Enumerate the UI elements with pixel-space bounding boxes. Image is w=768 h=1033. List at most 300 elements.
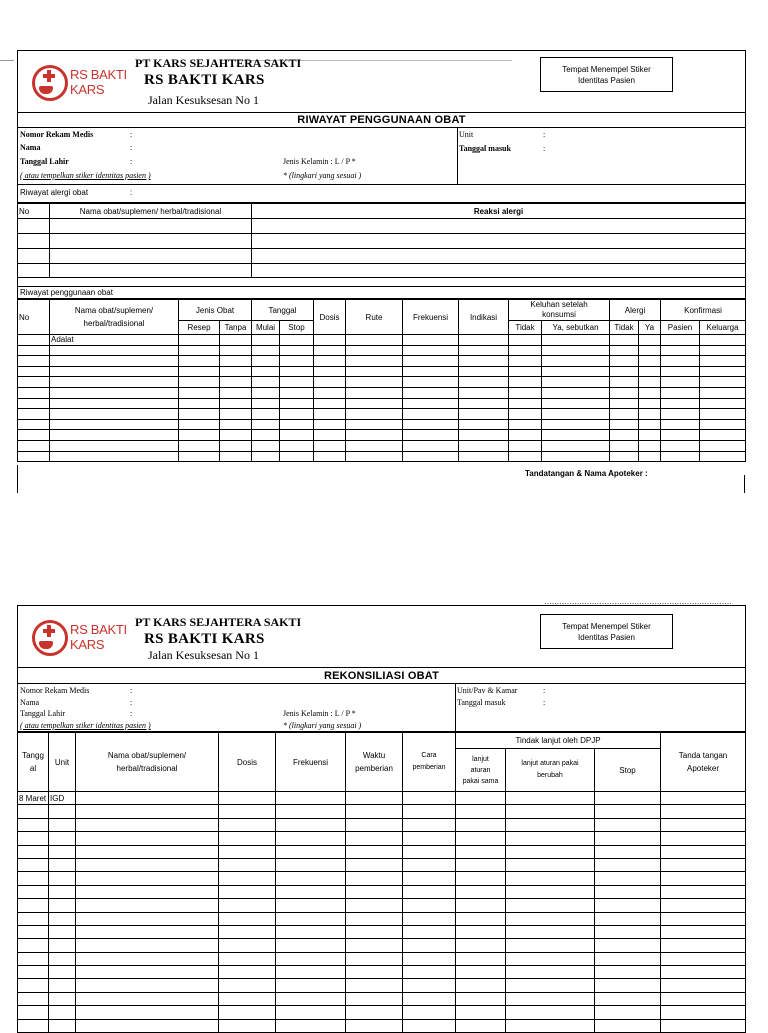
table-cell[interactable] [661, 939, 746, 952]
table-cell[interactable] [346, 356, 403, 367]
table-cell[interactable] [661, 1019, 746, 1032]
table-cell[interactable] [18, 1019, 49, 1032]
table-cell[interactable] [403, 1006, 456, 1019]
table-cell[interactable] [276, 792, 346, 805]
table-cell[interactable] [76, 899, 219, 912]
table-cell[interactable] [252, 451, 280, 462]
table-cell[interactable] [459, 398, 509, 409]
table-cell[interactable] [76, 979, 219, 992]
table-row[interactable] [18, 409, 746, 420]
table-cell[interactable] [403, 419, 459, 430]
table-cell[interactable] [456, 966, 506, 979]
table-cell[interactable] [459, 419, 509, 430]
table-cell[interactable] [610, 409, 639, 420]
table-cell[interactable] [179, 377, 220, 388]
table-cell[interactable] [276, 992, 346, 1005]
table-cell[interactable] [403, 387, 459, 398]
table-cell[interactable] [179, 387, 220, 398]
table-cell[interactable] [610, 335, 639, 346]
table-cell[interactable] [542, 356, 610, 367]
table-cell[interactable] [49, 1019, 76, 1032]
table-cell[interactable] [506, 885, 595, 898]
table-cell[interactable] [661, 398, 700, 409]
table-cell[interactable] [403, 966, 456, 979]
table-cell[interactable] [595, 912, 661, 925]
table-cell[interactable] [314, 409, 346, 420]
table-cell[interactable] [220, 345, 252, 356]
table-cell[interactable] [661, 366, 700, 377]
table-cell[interactable] [49, 925, 76, 938]
table-cell[interactable] [219, 858, 276, 871]
table-cell[interactable] [595, 1006, 661, 1019]
table-cell[interactable] [18, 925, 49, 938]
table-cell[interactable] [403, 451, 459, 462]
table-cell[interactable] [509, 366, 542, 377]
table-cell[interactable] [700, 440, 746, 451]
table-cell[interactable] [280, 345, 314, 356]
table-cell[interactable] [509, 409, 542, 420]
table-cell[interactable] [661, 335, 700, 346]
table-cell[interactable] [403, 377, 459, 388]
table-cell[interactable] [700, 430, 746, 441]
table-cell[interactable] [76, 1006, 219, 1019]
table-cell[interactable] [506, 792, 595, 805]
table-cell[interactable] [610, 440, 639, 451]
table-cell[interactable] [459, 345, 509, 356]
table-cell[interactable] [610, 398, 639, 409]
table-row[interactable] [18, 264, 746, 278]
table-cell[interactable] [595, 925, 661, 938]
table-cell[interactable] [506, 952, 595, 965]
table-cell[interactable] [346, 409, 403, 420]
table-cell[interactable] [18, 858, 49, 871]
table-cell[interactable] [18, 366, 50, 377]
table-cell[interactable] [76, 872, 219, 885]
table-cell[interactable] [459, 440, 509, 451]
table-row[interactable] [18, 832, 746, 845]
table-row[interactable] [18, 451, 746, 462]
table-cell[interactable] [314, 377, 346, 388]
table-cell[interactable] [595, 939, 661, 952]
table-cell[interactable] [595, 858, 661, 871]
table-cell[interactable] [542, 387, 610, 398]
table-cell[interactable] [179, 335, 220, 346]
table-cell[interactable] [76, 805, 219, 818]
table-cell[interactable] [49, 885, 76, 898]
table-cell[interactable] [661, 409, 700, 420]
table-cell[interactable] [276, 858, 346, 871]
table-cell[interactable] [456, 952, 506, 965]
table-cell[interactable] [661, 430, 700, 441]
table-cell[interactable] [219, 805, 276, 818]
table-cell[interactable] [595, 952, 661, 965]
table-cell[interactable] [280, 430, 314, 441]
table-cell[interactable] [18, 832, 49, 845]
table-cell[interactable] [661, 377, 700, 388]
table-cell[interactable] [403, 979, 456, 992]
table-cell[interactable] [403, 366, 459, 377]
table-cell[interactable] [220, 398, 252, 409]
table-cell[interactable] [219, 845, 276, 858]
table-cell[interactable] [456, 925, 506, 938]
table-cell[interactable] [314, 451, 346, 462]
table-cell[interactable] [506, 939, 595, 952]
table-cell[interactable] [595, 885, 661, 898]
table-cell[interactable] [220, 356, 252, 367]
table-cell[interactable] [700, 398, 746, 409]
table-cell[interactable] [179, 419, 220, 430]
table-cell[interactable] [595, 872, 661, 885]
table-cell[interactable] [220, 430, 252, 441]
table-row[interactable] [18, 899, 746, 912]
table-cell[interactable] [49, 952, 76, 965]
table-cell[interactable] [456, 845, 506, 858]
table-cell[interactable] [219, 899, 276, 912]
table-cell[interactable] [252, 366, 280, 377]
table-cell[interactable] [346, 992, 403, 1005]
table-row[interactable] [18, 872, 746, 885]
table-cell[interactable] [50, 409, 179, 420]
table-cell[interactable] [50, 398, 179, 409]
table-cell[interactable] [346, 387, 403, 398]
table-cell[interactable] [276, 939, 346, 952]
table-cell[interactable] [179, 409, 220, 420]
table-cell[interactable] [346, 966, 403, 979]
table-cell[interactable] [542, 345, 610, 356]
table-cell[interactable] [542, 335, 610, 346]
table-cell[interactable] [459, 387, 509, 398]
table-cell[interactable] [595, 832, 661, 845]
table-row[interactable] [18, 805, 746, 818]
table-cell[interactable] [610, 387, 639, 398]
table-cell[interactable] [252, 398, 280, 409]
table-cell[interactable] [346, 440, 403, 451]
table-cell[interactable] [456, 912, 506, 925]
table-cell[interactable] [661, 419, 700, 430]
table-cell[interactable] [18, 1006, 49, 1019]
table-cell[interactable] [700, 409, 746, 420]
table-cell[interactable] [18, 979, 49, 992]
table-cell[interactable] [506, 1019, 595, 1032]
table-cell[interactable] [76, 885, 219, 898]
table-cell[interactable] [276, 805, 346, 818]
table-row[interactable] [18, 792, 746, 805]
table-cell[interactable] [252, 440, 280, 451]
table-cell[interactable] [506, 832, 595, 845]
table-cell[interactable] [509, 451, 542, 462]
table-cell[interactable] [50, 419, 179, 430]
table-cell[interactable] [276, 872, 346, 885]
table-cell[interactable] [76, 992, 219, 1005]
table-cell[interactable] [610, 451, 639, 462]
table-cell[interactable] [542, 451, 610, 462]
table-cell[interactable] [346, 345, 403, 356]
table-row[interactable] [18, 398, 746, 409]
table-cell[interactable] [346, 451, 403, 462]
table-row[interactable] [18, 440, 746, 451]
table-cell[interactable] [50, 430, 179, 441]
table-cell[interactable] [661, 872, 746, 885]
table-cell[interactable] [700, 356, 746, 367]
table-cell[interactable] [50, 377, 179, 388]
table-cell[interactable] [610, 430, 639, 441]
table-cell[interactable] [506, 899, 595, 912]
table-row[interactable] [18, 979, 746, 992]
table-cell[interactable] [18, 818, 49, 831]
table-cell[interactable] [18, 966, 49, 979]
table-cell[interactable] [76, 966, 219, 979]
table-cell[interactable] [661, 1006, 746, 1019]
table-cell[interactable] [639, 335, 661, 346]
table-cell[interactable] [220, 451, 252, 462]
table-cell[interactable] [456, 872, 506, 885]
table-cell[interactable] [639, 440, 661, 451]
table-cell[interactable] [219, 925, 276, 938]
table-row[interactable] [18, 939, 746, 952]
table-cell[interactable] [509, 387, 542, 398]
table-cell[interactable] [18, 451, 50, 462]
table-cell[interactable] [76, 818, 219, 831]
table-cell[interactable] [49, 845, 76, 858]
table-cell[interactable] [595, 805, 661, 818]
table-cell[interactable] [314, 345, 346, 356]
table-cell[interactable] [639, 345, 661, 356]
table-cell[interactable] [639, 387, 661, 398]
table-cell[interactable] [639, 451, 661, 462]
table-cell[interactable] [220, 419, 252, 430]
table-cell[interactable] [252, 356, 280, 367]
table-cell[interactable] [700, 451, 746, 462]
table-cell[interactable] [661, 885, 746, 898]
table-cell[interactable] [276, 899, 346, 912]
table-cell[interactable] [403, 858, 456, 871]
table-cell[interactable] [346, 805, 403, 818]
table-cell[interactable] [661, 858, 746, 871]
table-cell[interactable] [700, 387, 746, 398]
table-cell[interactable] [456, 939, 506, 952]
table-cell[interactable] [542, 440, 610, 451]
table-cell[interactable] [506, 966, 595, 979]
table-cell[interactable] [595, 792, 661, 805]
table-row[interactable] [18, 818, 746, 831]
table-cell[interactable] [18, 899, 49, 912]
table-cell[interactable] [506, 992, 595, 1005]
table-cell[interactable] [661, 451, 700, 462]
table-cell[interactable] [18, 387, 50, 398]
table-cell[interactable] [220, 387, 252, 398]
table-cell[interactable] [346, 1006, 403, 1019]
table-row[interactable] [18, 356, 746, 367]
table-cell[interactable] [459, 451, 509, 462]
table-cell[interactable] [700, 345, 746, 356]
table-row[interactable] [18, 925, 746, 938]
table-cell[interactable] [18, 952, 49, 965]
drug-name-cell[interactable]: Adalat [50, 335, 179, 346]
table-cell[interactable] [403, 398, 459, 409]
table-cell[interactable] [506, 979, 595, 992]
table-cell[interactable] [179, 345, 220, 356]
table-cell[interactable] [18, 939, 49, 952]
table-row[interactable] [18, 885, 746, 898]
table-cell[interactable] [509, 335, 542, 346]
table-cell[interactable] [542, 409, 610, 420]
table-cell[interactable] [276, 832, 346, 845]
table-cell[interactable] [542, 366, 610, 377]
table-row[interactable] [18, 912, 746, 925]
table-cell[interactable] [76, 939, 219, 952]
table-cell[interactable] [76, 912, 219, 925]
table-cell[interactable] [403, 1019, 456, 1032]
table-row[interactable] [18, 234, 746, 249]
table-cell[interactable] [346, 335, 403, 346]
table-cell[interactable] [18, 377, 50, 388]
table-cell[interactable] [219, 832, 276, 845]
table-cell[interactable] [639, 377, 661, 388]
table-cell[interactable] [595, 845, 661, 858]
table-cell[interactable] [18, 992, 49, 1005]
table-cell[interactable] [456, 818, 506, 831]
table-cell[interactable] [506, 818, 595, 831]
table-cell[interactable] [661, 912, 746, 925]
table-row[interactable] [18, 952, 746, 965]
table-cell[interactable] [506, 872, 595, 885]
table-cell[interactable] [456, 979, 506, 992]
table-cell[interactable] [403, 845, 456, 858]
table-cell[interactable] [346, 832, 403, 845]
table-cell[interactable] [661, 440, 700, 451]
table-cell[interactable] [18, 345, 50, 356]
table-cell[interactable] [403, 952, 456, 965]
table-cell[interactable] [220, 335, 252, 346]
table-row[interactable] [18, 345, 746, 356]
table-cell[interactable] [179, 440, 220, 451]
table-cell[interactable] [661, 387, 700, 398]
table-cell[interactable] [403, 912, 456, 925]
table-cell[interactable] [346, 818, 403, 831]
table-cell[interactable] [219, 872, 276, 885]
table-row[interactable] [18, 1019, 746, 1032]
table-cell[interactable] [661, 899, 746, 912]
table-cell[interactable] [639, 398, 661, 409]
table-cell[interactable] [610, 377, 639, 388]
table-cell[interactable] [219, 912, 276, 925]
table-cell[interactable] [252, 335, 280, 346]
table-cell[interactable] [509, 440, 542, 451]
table-cell[interactable] [595, 1019, 661, 1032]
table-cell[interactable] [276, 979, 346, 992]
table-cell[interactable] [49, 818, 76, 831]
table-cell[interactable] [403, 345, 459, 356]
table-cell[interactable] [219, 1019, 276, 1032]
table-cell[interactable] [18, 845, 49, 858]
table-cell[interactable] [314, 430, 346, 441]
table-cell[interactable] [314, 356, 346, 367]
table-cell[interactable] [456, 1006, 506, 1019]
table-cell[interactable] [459, 377, 509, 388]
table-cell[interactable] [314, 398, 346, 409]
table-cell[interactable] [542, 398, 610, 409]
table-cell[interactable] [219, 979, 276, 992]
table-cell[interactable] [403, 992, 456, 1005]
table-cell[interactable] [700, 377, 746, 388]
table-row[interactable] [18, 387, 746, 398]
table-cell[interactable] [50, 345, 179, 356]
table-cell[interactable] [403, 925, 456, 938]
table-cell[interactable] [403, 430, 459, 441]
table-cell[interactable] [49, 1006, 76, 1019]
table-cell[interactable] [219, 992, 276, 1005]
table-cell[interactable] [456, 992, 506, 1005]
table-cell[interactable] [18, 885, 49, 898]
table-cell[interactable] [509, 345, 542, 356]
table-cell[interactable] [509, 419, 542, 430]
table-cell[interactable] [661, 966, 746, 979]
table-cell[interactable] [314, 335, 346, 346]
table-cell[interactable] [18, 805, 49, 818]
table-cell[interactable] [76, 925, 219, 938]
table-cell[interactable] [595, 979, 661, 992]
table-cell[interactable] [346, 792, 403, 805]
table-cell[interactable] [220, 409, 252, 420]
table-cell[interactable] [639, 409, 661, 420]
table-cell[interactable] [252, 409, 280, 420]
table-cell[interactable] [280, 409, 314, 420]
table-row[interactable] [18, 377, 746, 388]
table-cell[interactable] [18, 430, 50, 441]
table-cell[interactable] [346, 925, 403, 938]
table-cell[interactable] [18, 335, 50, 346]
table-cell[interactable] [346, 1019, 403, 1032]
table-cell[interactable] [76, 1019, 219, 1032]
table-cell[interactable] [179, 356, 220, 367]
table-cell[interactable] [661, 818, 746, 831]
table-cell[interactable] [661, 992, 746, 1005]
table-cell[interactable] [506, 925, 595, 938]
table-cell[interactable] [179, 451, 220, 462]
table-cell[interactable] [661, 345, 700, 356]
table-cell[interactable] [700, 419, 746, 430]
table-cell[interactable] [280, 451, 314, 462]
table-row[interactable] [18, 366, 746, 377]
table-cell[interactable] [346, 419, 403, 430]
table-cell[interactable] [639, 356, 661, 367]
table-cell[interactable] [252, 430, 280, 441]
table-cell[interactable] [661, 925, 746, 938]
table-cell[interactable] [610, 356, 639, 367]
table-cell[interactable] [506, 845, 595, 858]
table-cell[interactable] [276, 952, 346, 965]
table-cell[interactable] [76, 952, 219, 965]
table-cell[interactable] [219, 885, 276, 898]
table-row[interactable] [18, 966, 746, 979]
table-cell[interactable] [700, 366, 746, 377]
table-cell[interactable] [50, 366, 179, 377]
table-cell[interactable] [219, 792, 276, 805]
table-cell[interactable] [456, 832, 506, 845]
table-cell[interactable] [506, 858, 595, 871]
table-cell[interactable] [280, 366, 314, 377]
table-cell[interactable] [18, 440, 50, 451]
table-cell[interactable] [314, 419, 346, 430]
table-cell[interactable] [661, 792, 746, 805]
table-cell[interactable] [661, 832, 746, 845]
table-cell[interactable] [280, 419, 314, 430]
table-cell[interactable] [456, 792, 506, 805]
table-cell[interactable] [49, 979, 76, 992]
table-row[interactable] [18, 335, 746, 346]
table-cell[interactable] [346, 398, 403, 409]
table-cell[interactable] [403, 440, 459, 451]
